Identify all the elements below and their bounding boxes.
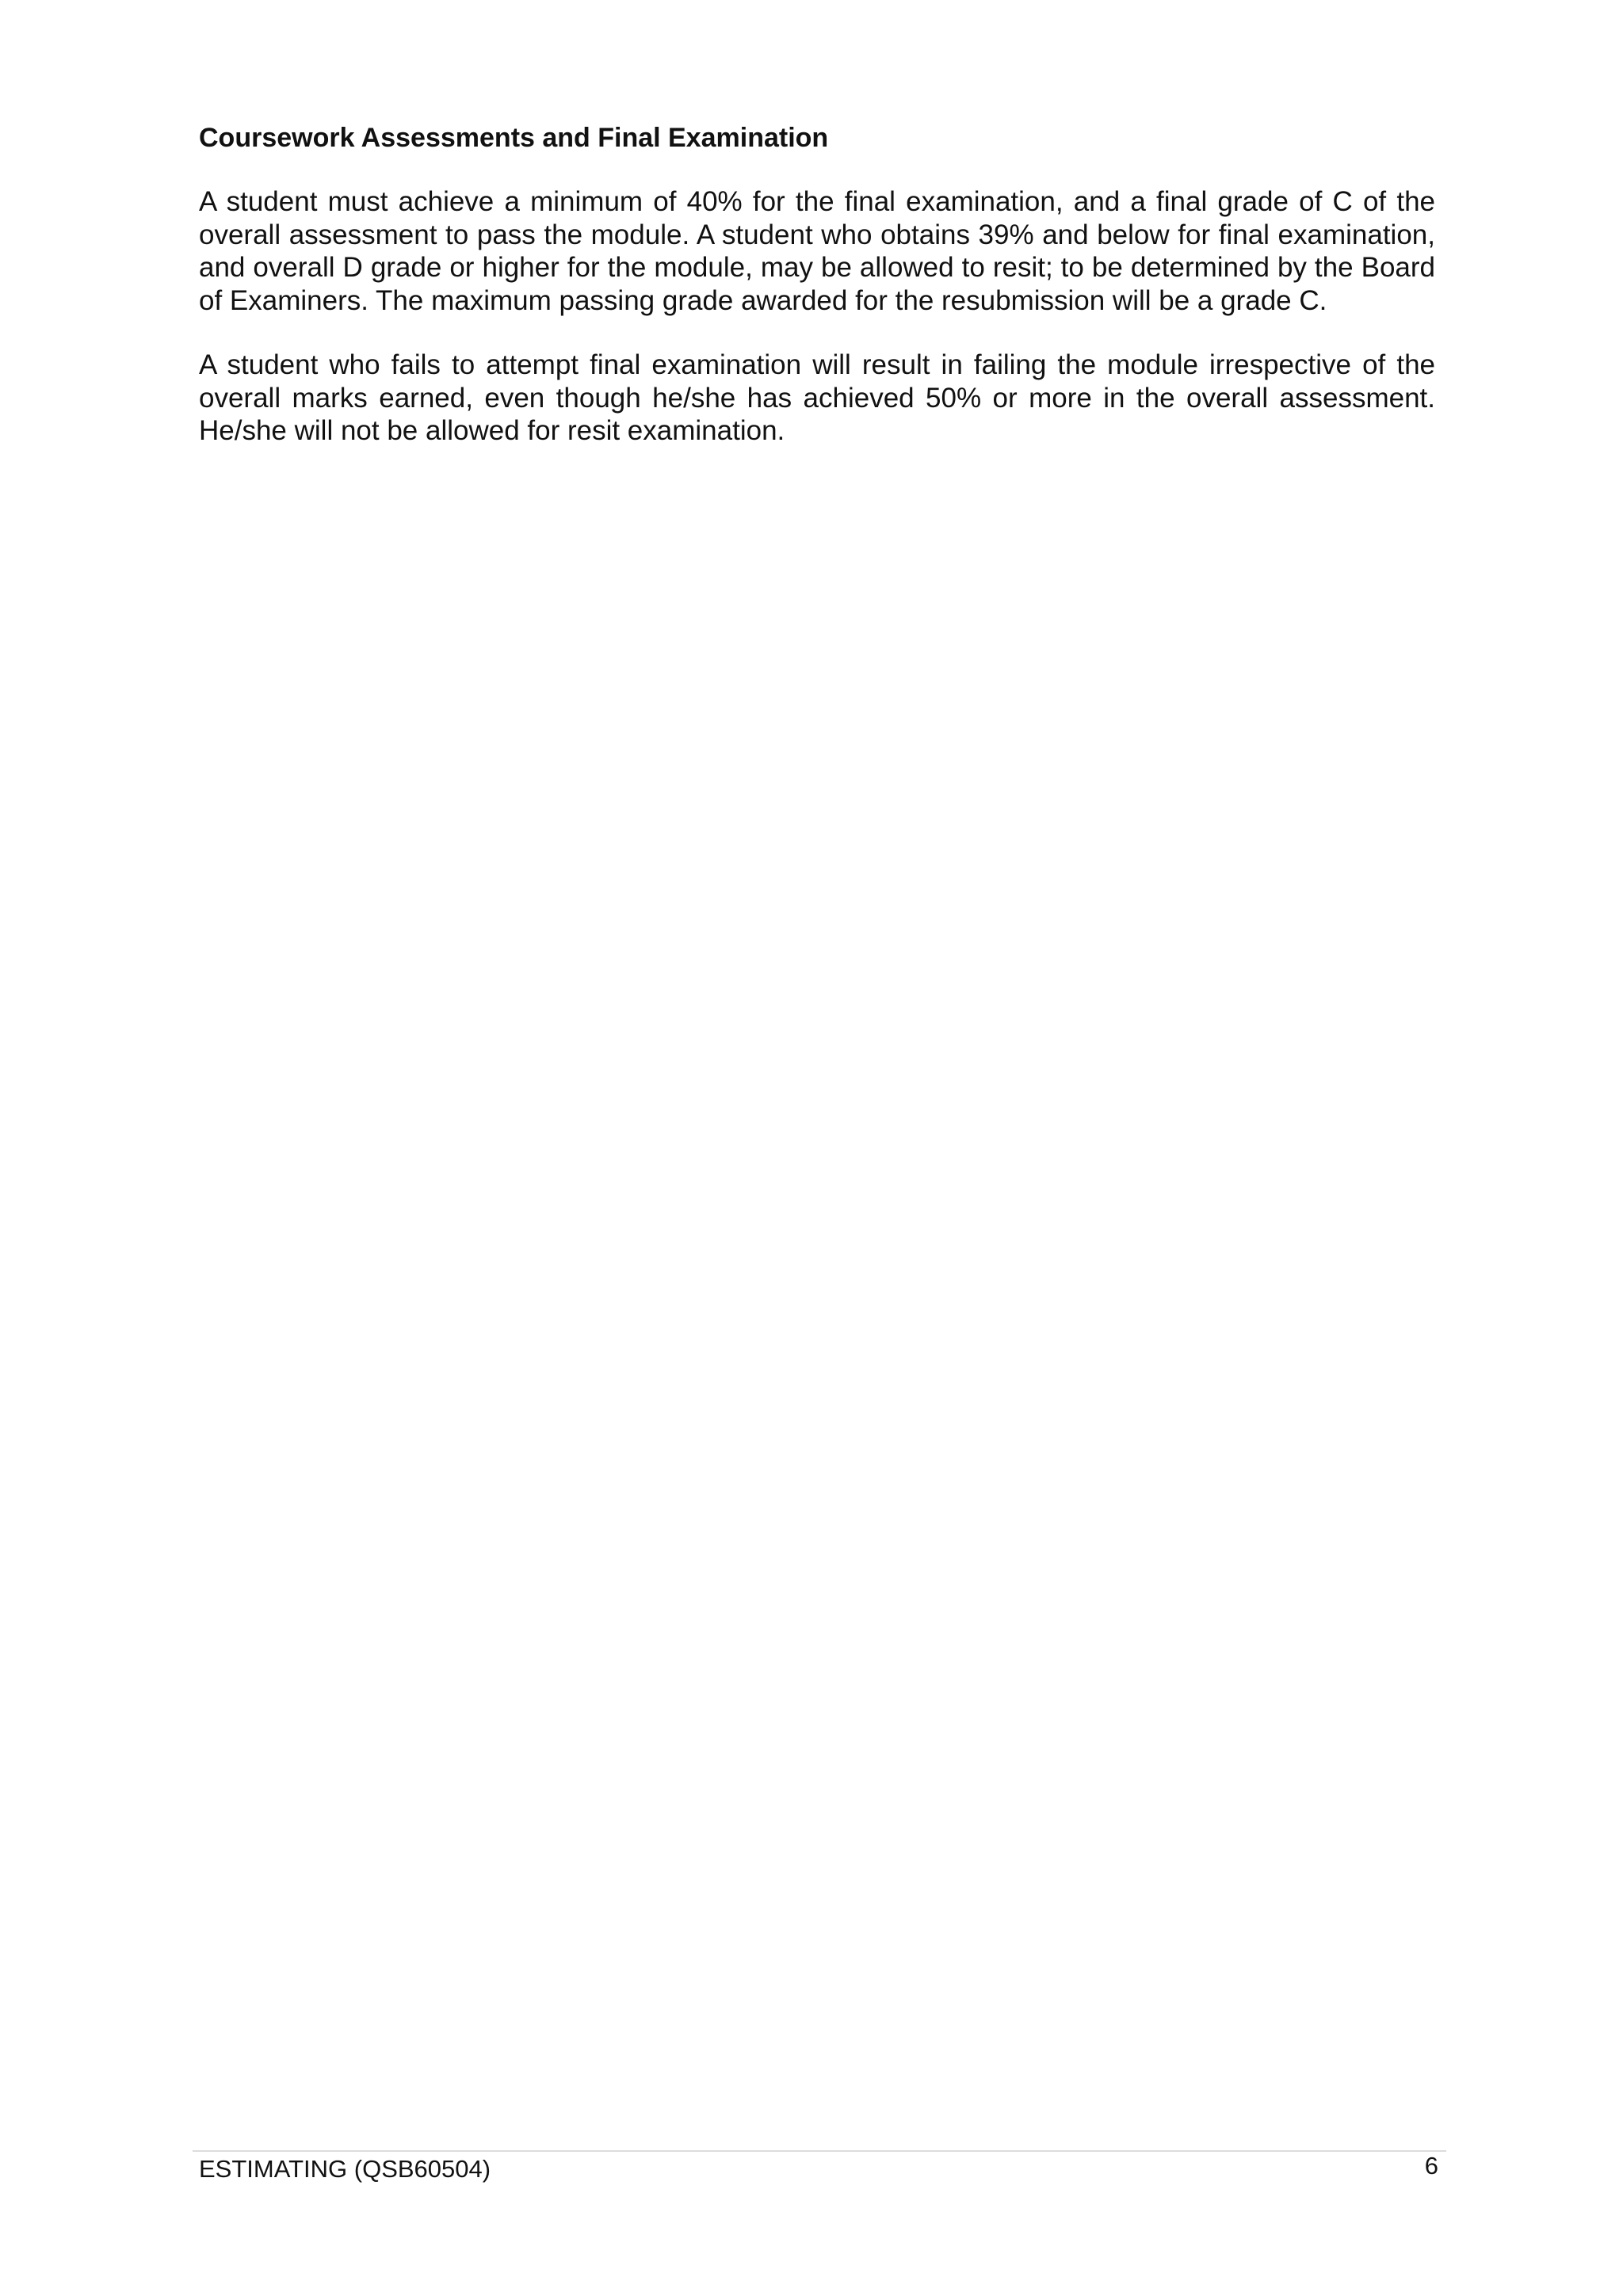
footer-divider: [193, 2150, 1446, 2152]
footer-page-number: 6: [1424, 2152, 1438, 2180]
paragraph-failure-to-attempt: A student who fails to attempt final examination will result in failing the module irrespective of the overall marks earned, even though he/she has achieved 50% or more in the overall assessment. He/she will not be allowed for resit examination.: [199, 349, 1435, 446]
section-heading: Coursework Assessments and Final Examination: [199, 123, 829, 153]
footer-module-title: ESTIMATING (QSB60504): [199, 2155, 491, 2183]
paragraph-passing-requirements: A student must achieve a minimum of 40% for the final examination, and a final grade of C of the overall assessment to pass the module. A student who obtains 39% and below for final examination, and overall D grade or higher for the module, may be allowed to resit; to be determined by the Board of Examiners. The maximum passing grade awarded for the resubmission will be a grade C.: [199, 186, 1435, 316]
page-content: [199, 119, 1435, 479]
